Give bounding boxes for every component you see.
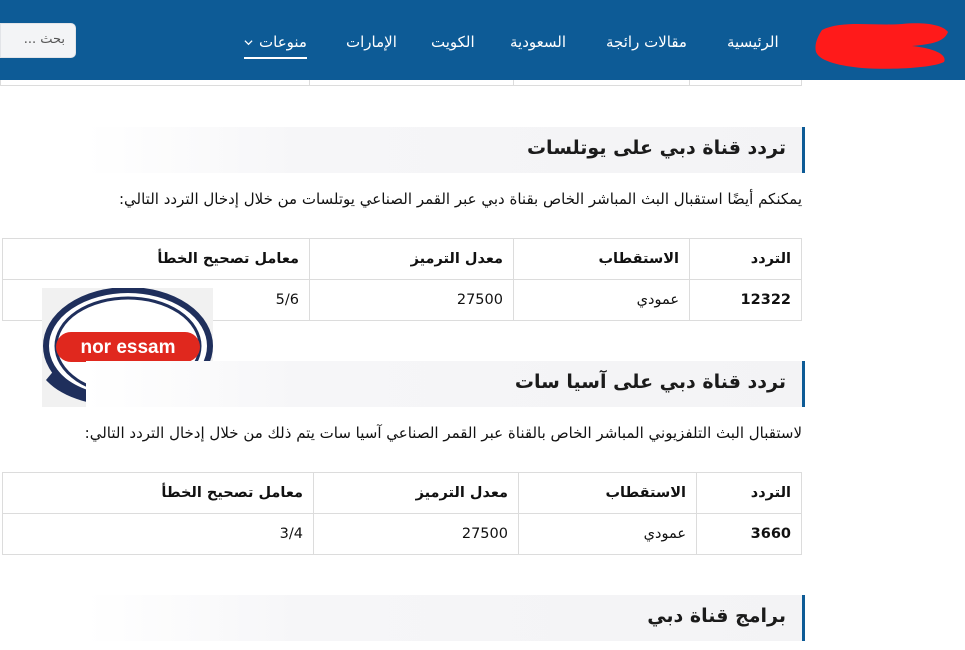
column-header: معدل الترميز bbox=[314, 473, 519, 514]
table-header-row bbox=[3, 239, 802, 280]
nav-misc-dropdown[interactable] bbox=[244, 31, 307, 59]
nav-kuwait[interactable]: الكويت bbox=[431, 33, 475, 51]
section-paragraph: يمكنكم أيضًا استقبال البث المباشر الخاص بقناة دبي عبر القمر الصناعي يوتلسات من خلال إدخال التردد التالي: bbox=[118, 190, 802, 208]
column-header: معدل الترميز bbox=[310, 239, 514, 280]
nav-trending-articles[interactable]: مقالات رائجة bbox=[606, 33, 687, 51]
frequency-table-asiasat bbox=[2, 472, 802, 555]
table-cell: 27500 bbox=[310, 280, 514, 321]
section-heading-asiasat bbox=[86, 361, 805, 407]
search-placeholder: بحث ... bbox=[23, 32, 65, 47]
site-logo-redacted[interactable] bbox=[812, 16, 952, 72]
column-header: معامل تصحيح الخطأ bbox=[3, 239, 310, 280]
top-navigation-bar bbox=[0, 0, 965, 80]
nav-home[interactable]: الرئيسية bbox=[727, 33, 779, 51]
table-cell: 27500 bbox=[314, 514, 519, 555]
table-cell: 5/6 bbox=[3, 280, 310, 321]
table-cell: 3/4 bbox=[3, 514, 314, 555]
nav-saudi[interactable]: السعودية bbox=[510, 33, 567, 51]
column-header: الاستقطاب bbox=[514, 239, 690, 280]
column-header: معامل تصحيح الخطأ bbox=[3, 473, 314, 514]
table-cell: عمودي bbox=[514, 280, 690, 321]
nav-emirates[interactable]: الإمارات bbox=[346, 33, 397, 51]
chevron-down-icon bbox=[244, 38, 253, 47]
table-cell: 3660 bbox=[697, 514, 802, 555]
section-title: برامج قناة دبي bbox=[647, 605, 786, 627]
column-header: التردد bbox=[690, 239, 802, 280]
table-cell: 12322 bbox=[690, 280, 802, 321]
section-heading-eutelsat bbox=[86, 127, 805, 173]
section-title: تردد قناة دبي على آسيا سات bbox=[514, 371, 786, 393]
nav-misc-label: منوعات bbox=[259, 33, 307, 51]
section-title: تردد قناة دبي على يوتلسات bbox=[526, 137, 786, 159]
previous-table-bottom bbox=[0, 80, 802, 86]
watermark-text: nor essam bbox=[80, 337, 176, 358]
column-header: الاستقطاب bbox=[519, 473, 697, 514]
table-header-row bbox=[3, 473, 802, 514]
table-row bbox=[3, 514, 802, 555]
table-cell: عمودي bbox=[519, 514, 697, 555]
section-heading-programs bbox=[86, 595, 805, 641]
section-paragraph: لاستقبال البث التلفزيوني المباشر الخاص بالقناة عبر القمر الصناعي آسيا سات يتم ذلك من خلال إدخال التردد التالي: bbox=[84, 424, 802, 442]
column-header: التردد bbox=[697, 473, 802, 514]
search-input[interactable] bbox=[0, 23, 76, 58]
